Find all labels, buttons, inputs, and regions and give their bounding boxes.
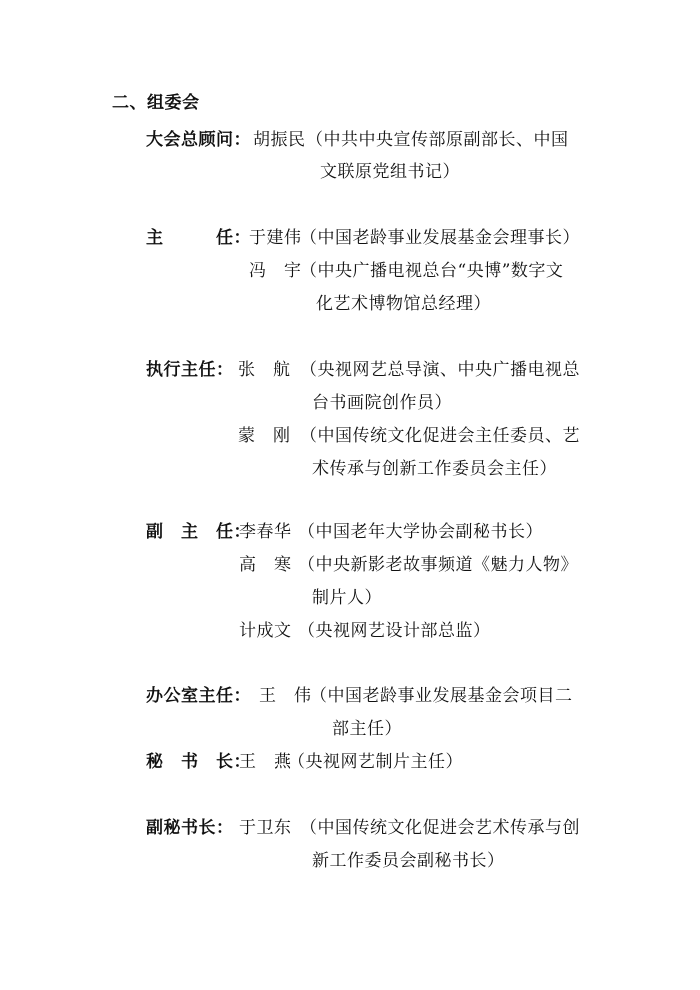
section-title: 二、组委会 [112, 93, 200, 113]
vice-director-person3-name: 计成文 [239, 621, 292, 641]
office-director-desc-line1: （中国老龄事业发展基金会项目二 [310, 686, 573, 706]
director-role-label: 主 任： [146, 228, 251, 248]
vice-director-role-label: 副 主 任： [146, 522, 251, 542]
director-person1-desc: （中国老龄事业发展基金会理事长） [300, 228, 580, 248]
vice-director-person2-name: 高 寒 [239, 555, 292, 575]
vice-director-person2-desc-line1: （中央新影老故事频道《魅力人物》 [298, 555, 578, 575]
deputy-secretary-general-desc-line2: 新工作委员会副秘书长） [312, 851, 505, 871]
secretary-general-name: 王 燕 [239, 752, 292, 772]
exec-director-person2-desc-line2: 术传承与创新工作委员会主任） [312, 459, 557, 479]
exec-director-person2-name: 蒙 刚 [238, 426, 291, 446]
director-person2-desc-line2: 化艺术博物馆总经理） [316, 294, 491, 314]
vice-director-person1-name: 李春华 [239, 522, 292, 542]
secretary-general-role-label: 秘 书 长： [146, 752, 251, 772]
director-person2-name: 冯 宇 [249, 261, 302, 281]
advisor-name: 胡振民 [253, 130, 306, 150]
secretary-general-desc: （央视网艺制片主任） [288, 752, 463, 772]
vice-director-person1-desc: （中国老年大学协会副秘书长） [298, 522, 543, 542]
vice-director-person3-desc: （央视网艺设计部总监） [298, 621, 491, 641]
vice-director-person2-desc-line2: 制片人） [312, 588, 382, 608]
exec-director-person1-name: 张 航 [238, 360, 291, 380]
exec-director-person1-desc-line1: （央视网艺总导演、中央广播电视总 [300, 360, 580, 380]
deputy-secretary-general-desc-line1: （中国传统文化促进会艺术传承与创 [300, 818, 580, 838]
office-director-role-label: 办公室主任： [146, 686, 251, 706]
director-person1-name: 于建伟 [249, 228, 302, 248]
exec-director-role-label: 执行主任： [146, 360, 234, 380]
director-person2-desc-line1: （中央广播电视总台“央博”数字文 [300, 261, 564, 281]
advisor-role-label: 大会总顾问： [146, 130, 251, 150]
exec-director-person2-desc-line1: （中国传统文化促进会主任委员、艺 [300, 426, 580, 446]
advisor-desc-line1: （中共中央宣传部原副部长、中国 [306, 130, 569, 150]
exec-director-person1-desc-line2: 台书画院创作员） [312, 393, 452, 413]
deputy-secretary-general-role-label: 副秘书长： [146, 818, 234, 838]
advisor-desc-line2: 文联原党组书记） [320, 162, 460, 182]
office-director-name: 王 伟 [259, 686, 312, 706]
office-director-desc-line2: 部主任） [332, 719, 402, 739]
deputy-secretary-general-name: 于卫东 [239, 818, 292, 838]
